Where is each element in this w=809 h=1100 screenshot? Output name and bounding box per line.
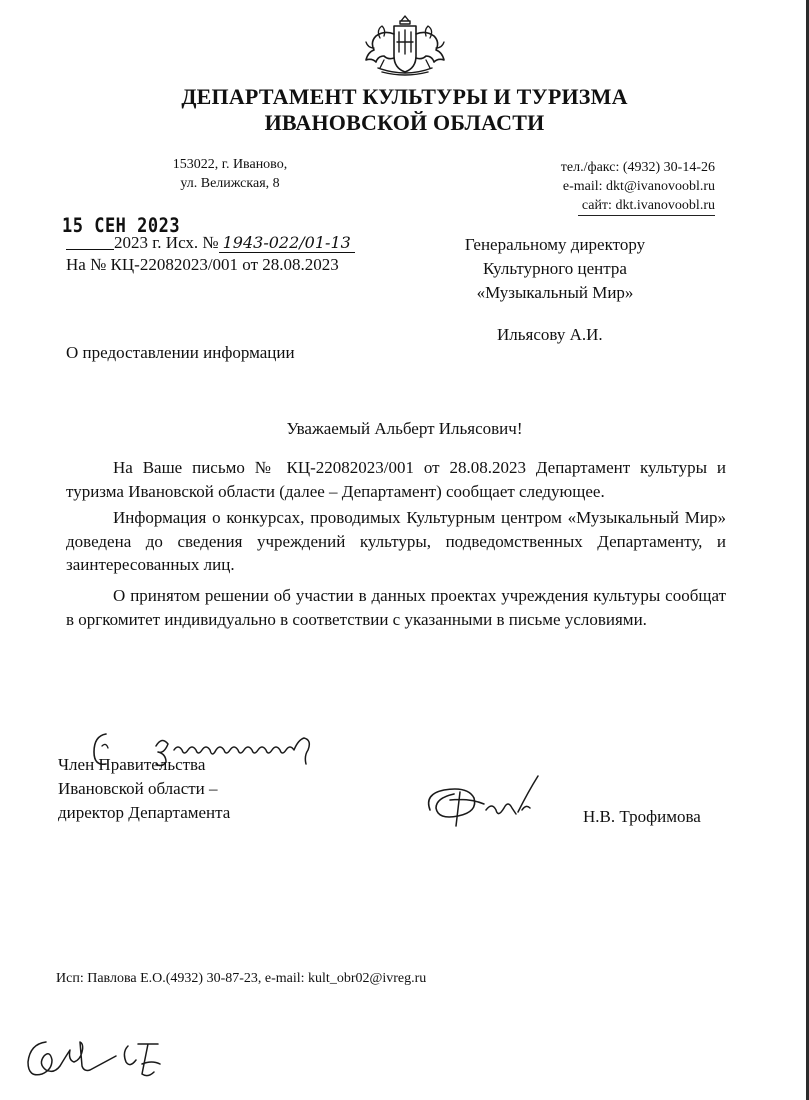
outgoing-registration-line	[66, 233, 355, 253]
signatory-position-line1: Член Правительства	[58, 755, 206, 774]
signatory-name: Н.В. Трофимова	[583, 807, 701, 826]
contact-site: сайт: dkt.ivanovoobl.ru	[578, 196, 715, 216]
outgoing-prefix: 2023 г. Исх. №	[114, 233, 219, 252]
department-title-line2: ИВАНОВСКОЙ ОБЛАСТИ	[264, 110, 545, 135]
reference-line: На № КЦ-22082023/001 от 28.08.2023	[66, 255, 339, 274]
body-paragraph-2-text: Информация о конкурсах, проводимых Культурным центром «Музыкальный Мир» доведена до сведения учреждений культуры, подведомственных Департаменту, и заинтересованных лиц.	[66, 508, 726, 574]
recipient-position: Генеральному директору	[464, 235, 646, 254]
signatory-position-line2: Ивановской области –	[58, 779, 218, 798]
department-title-line1: ДЕПАРТАМЕНТ КУЛЬТУРЫ И ТУРИЗМА	[181, 84, 628, 109]
handwritten-initials	[20, 1030, 190, 1090]
outgoing-number: 1943-022/01-13	[219, 233, 355, 253]
contact-email: e-mail: dkt@ivanovoobl.ru	[562, 179, 715, 194]
letter-subject: О предоставлении информации	[66, 343, 295, 362]
body-paragraph-3	[66, 584, 726, 631]
address-city: 153022, г. Иваново,	[172, 157, 288, 172]
letter-greeting: Уважаемый Альберт Ильясович!	[286, 419, 523, 438]
contact-phone: тел./факс: (4932) 30-14-26	[560, 160, 715, 175]
department-contacts	[470, 158, 715, 216]
signatory-position-line3: директор Департамента	[58, 803, 231, 822]
body-paragraph-1-text: На Ваше письмо № КЦ-22082023/001 от 28.08.2023 Департамент культуры и туризма Ивановской области (далее – Департамент) сообщает следующее.	[66, 458, 726, 501]
coat-of-arms-emblem	[360, 12, 450, 78]
body-paragraph-2	[66, 506, 726, 577]
recipient-organization-name: «Музыкальный Мир»	[476, 283, 634, 302]
body-paragraph-1	[66, 456, 726, 503]
recipient-name: Ильясову А.И.	[497, 325, 603, 344]
date-blank	[66, 233, 114, 250]
handwritten-signature	[420, 770, 560, 840]
recipient-organization: Культурного центра	[483, 259, 627, 278]
department-address	[150, 155, 310, 193]
executor-info: Исп: Павлова Е.О.(4932) 30-87-23, e-mail: kult_obr02@ivreg.ru	[56, 971, 427, 986]
body-paragraph-3-text: О принятом решении об участии в данных проектах учреждения культуры сообщат в оргкомитет индивидуально в соответствии с указанными в письме условиями.	[66, 586, 726, 629]
address-street: ул. Велижская, 8	[180, 176, 280, 191]
registration-stamp-date: 15 СЕН 2023	[62, 214, 181, 238]
